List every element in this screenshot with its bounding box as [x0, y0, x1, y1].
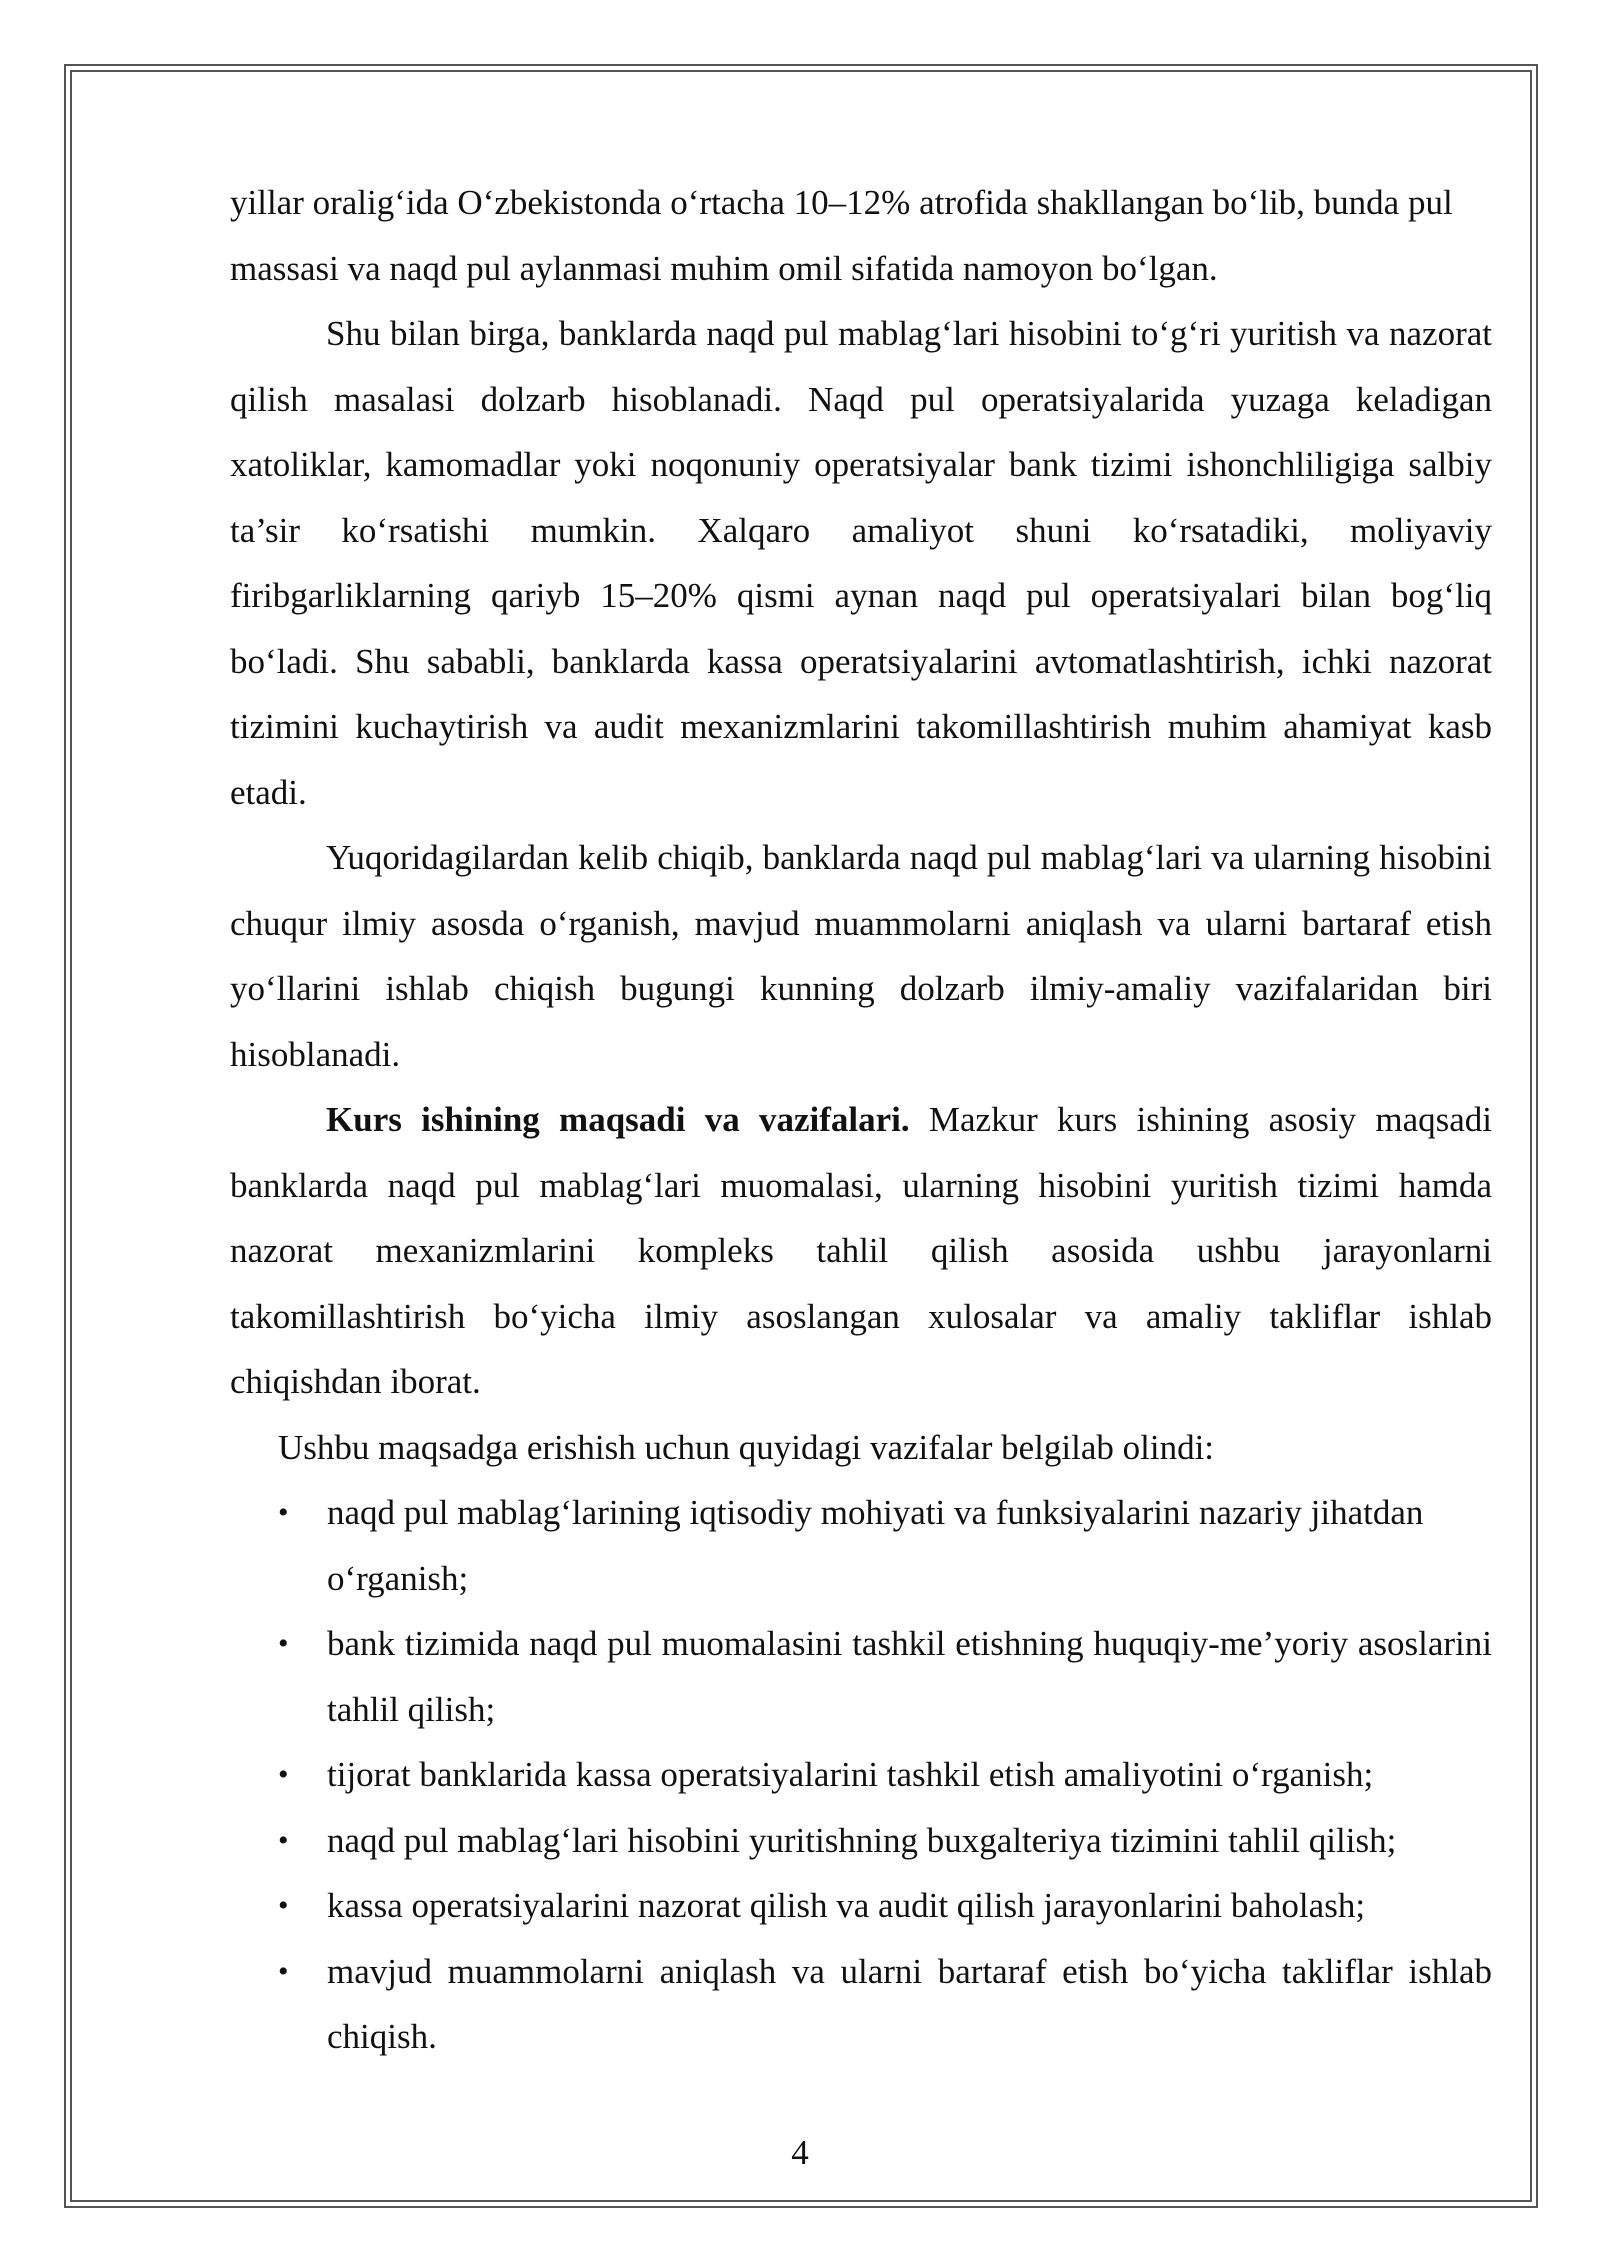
- list-item: [230, 1939, 1492, 2070]
- list-item: [230, 1480, 1512, 1611]
- list-item-text: naqd pul mablag‘larining iqtisodiy mohiyati va funksiyalarini nazariy jihatdan o‘rganish;: [327, 1493, 1424, 1598]
- document-body: [230, 170, 1492, 2070]
- paragraph-cash-accounting-control: Shu bilan birga, banklarda naqd pul mablag‘lari hisobini to‘g‘ri yuritish va nazorat qilish masalasi dolzarb hisoblanadi. Naqd pul operatsiyalarida yuzaga keladigan xatoliklar, kamomadlar yoki noqonuniy operatsiyalar bank tizimi ishonchliligiga salbiy ta’sir ko‘rsatishi mumkin. Xalqaro amaliyot shuni ko‘rsatadiki, moliyaviy firibgarliklarning qariyb 15–20% qismi aynan naqd pul operatsiyalari bilan bog‘liq bo‘ladi. Shu sababli, banklarda kassa operatsiyalarini avtomatlashtirish, ichki nazorat tizimini kuchaytirish va audit mexanizmlarini takomillashtirish muhim ahamiyat kasb etadi.: [230, 314, 1492, 812]
- list-item: [230, 1808, 1492, 1874]
- paragraph-continuation: yillar oralig‘ida O‘zbekistonda o‘rtacha 10–12% atrofida shakllangan bo‘lib, bunda pul massasi va naqd pul aylanmasi muhim omil sifatida namoyon bo‘lgan.: [230, 183, 1453, 288]
- list-item-text: bank tizimida naqd pul muomalasini tashkil etishning huquqiy-me’yoriy asoslarini tahlil qilish;: [327, 1624, 1492, 1729]
- paragraph-research-relevance: Yuqoridagilardan kelib chiqib, banklarda naqd pul mablag‘lari va ularning hisobini chuqur ilmiy asosda o‘rganish, mavjud muammolarni aniqlash va ularni bartaraf etish yo‘llarini ishlab chiqish bugungi kunning dolzarb ilmiy-amaliy vazifalaridan biri hisoblanadi.: [230, 838, 1492, 1074]
- bullet-icon: •: [278, 1758, 289, 1791]
- list-item: [230, 1873, 1492, 1939]
- bullet-icon: •: [278, 1496, 289, 1529]
- bullet-icon: •: [278, 1954, 289, 1988]
- task-list: [230, 1480, 1492, 2070]
- paragraph-tasks-intro: Ushbu maqsadga erishish uchun quyidagi vazifalar belgilab olindi:: [278, 1427, 1215, 1467]
- list-item-text: kassa operatsiyalarini nazorat qilish va audit qilish jarayonlarini baholash;: [327, 1886, 1366, 1925]
- list-item-text: naqd pul mablag‘lari hisobini yuritishning buxgalteriya tizimini tahlil qilish;: [327, 1820, 1397, 1860]
- bullet-icon: •: [278, 1889, 289, 1922]
- list-item-text: mavjud muammolarni aniqlash va ularni bartaraf etish bo‘yicha takliflar ishlab chiqish.: [327, 1951, 1492, 2056]
- page-number: 4: [791, 2133, 809, 2172]
- list-item-text: tijorat banklarida kassa operatsiyalarini tashkil etish amaliyotini o‘rganish;: [327, 1755, 1374, 1794]
- list-item: [230, 1611, 1492, 1742]
- section-heading-goals: Kurs ishining maqsadi va vazifalari.: [326, 1100, 910, 1139]
- bullet-icon: •: [278, 1627, 289, 1660]
- course-goal-text: Mazkur kurs ishining asosiy maqsadi banklarda naqd pul mablag‘lari muomalasi, ularning hisobini yuritish tizimi hamda nazorat mexanizmlarini kompleks tahlil qilish asosida ushbu jarayonlarni takomillashtirish bo‘yicha ilmiy asoslangan xulosalar va amaliy takliflar ishlab chiqishdan iborat.: [230, 1100, 1492, 1401]
- bullet-icon: •: [278, 1823, 289, 1857]
- paragraph-course-goal: [230, 1087, 1492, 1415]
- list-item: [230, 1742, 1492, 1808]
